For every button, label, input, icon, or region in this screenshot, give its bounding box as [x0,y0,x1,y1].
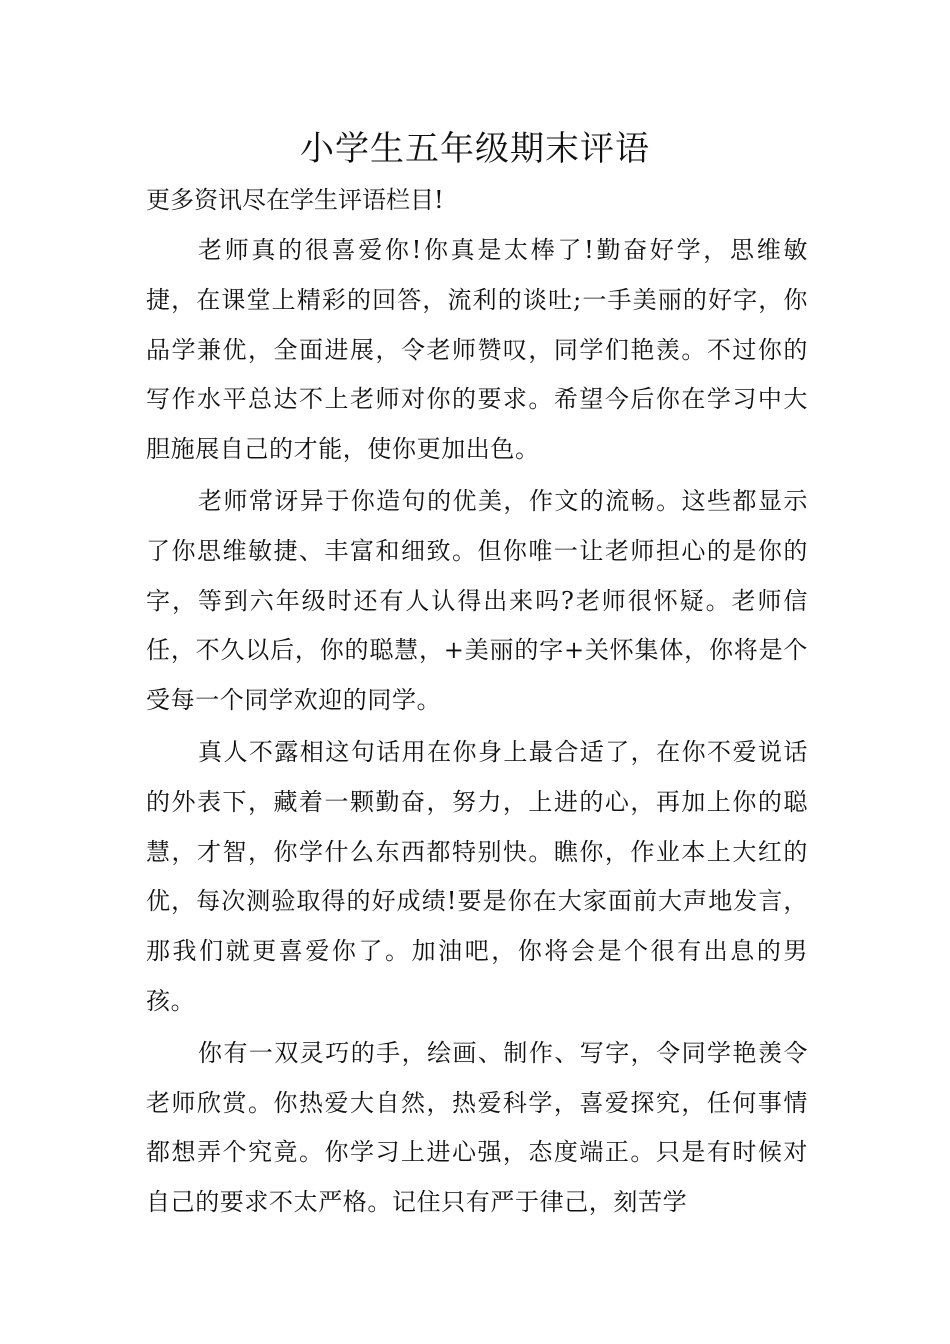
document-body [146,226,808,1230]
document-title: 小学生五年级期末评语 [300,129,650,169]
paragraph: 老师真的很喜爱你!你真是太棒了!勤奋好学，思维敏捷，在课堂上精彩的回答，流利的谈吐;一手美丽的好字，你品学兼优，全面进展，令老师赞叹，同学们艳羡。不过你的写作水平总达不上老师对你的要求。希望今后你在学习中大胆施展自己的才能，使你更加出色。 [146,236,808,464]
paragraph: 真人不露相这句话用在你身上最合适了，在你不爱说话的外表下，藏着一颗勤奋，努力，上进的心，再加上你的聪慧，才智，你学什么东西都特别快。瞧你，作业本上大红的优，每次测验取得的好成绩!要是你在大家面前大声地发言，那我们就更喜爱你了。加油吧，你将会是个很有出息的男孩。 [146,737,808,1015]
paragraph: 老师常讶异于你造句的优美，作文的流畅。这些都显示了你思维敏捷、丰富和细致。但你唯一让老师担心的是你的字，等到六年级时还有人认得出来吗?老师很怀疑。老师信任，不久以后，你的聪慧，+美丽的字+关怀集体，你将是个受每一个同学欢迎的同学。 [146,486,808,715]
document-subtitle: 更多资讯尽在学生评语栏目! [146,186,444,214]
paragraph: 你有一双灵巧的手，绘画、制作、写字，令同学艳羡令老师欣赏。你热爱大自然，热爱科学，喜爱探究，任何事情都想弄个究竟。你学习上进心强，态度端正。只是有时候对自己的要求不太严格。记住只有严于律己，刻苦学 [146,1038,808,1217]
